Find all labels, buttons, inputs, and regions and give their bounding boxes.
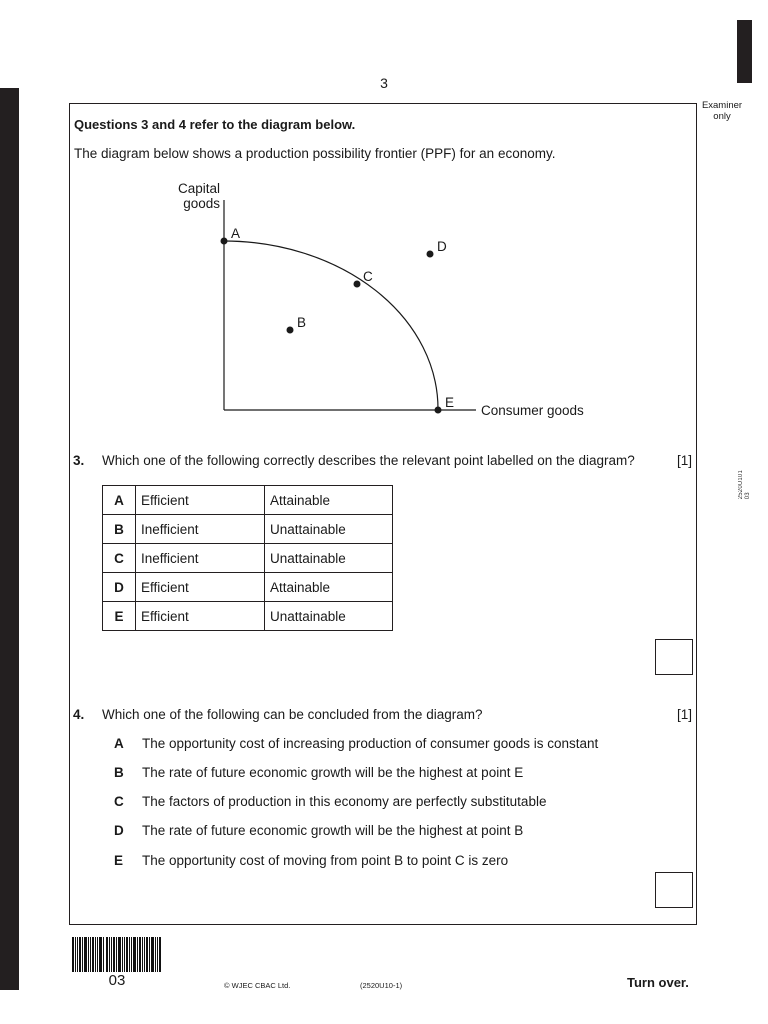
turn-over-label: Turn over. [627,975,689,990]
point-d-label: D [437,239,447,254]
q3-row-attainability: Unattainable [265,602,393,631]
point-a-dot [221,238,228,245]
examiner-only-label [696,100,748,122]
table-row[interactable] [103,544,393,573]
point-b-dot [287,327,294,334]
point-b-label: B [297,315,307,330]
q4-marks: [1] [677,707,693,722]
q4-answer-box[interactable] [655,872,693,908]
x-axis-label: Consumer goods [481,403,584,418]
q3-row-letter: A [103,486,136,515]
q3-row-efficiency: Efficient [136,573,265,602]
q3-row-efficiency: Inefficient [136,515,265,544]
q4-text: Which one of the following can be concluded from the diagram? [102,707,483,722]
q4-option-letter: C [114,794,124,809]
q3-row-attainability: Unattainable [265,515,393,544]
q3-row-attainability: Attainable [265,486,393,515]
side-code-line2: 03 [745,492,751,500]
q3-row-letter: D [103,573,136,602]
q3-answer-box[interactable] [655,639,693,675]
q4-option-letter: B [114,765,124,780]
q3-row-efficiency: Efficient [136,486,265,515]
table-row[interactable] [103,602,393,631]
q4-option-text: The rate of future economic growth will be the highest at point E [142,765,524,780]
q3-row-letter: C [103,544,136,573]
q3-marks: [1] [677,453,693,468]
q3-row-letter: E [103,602,136,631]
q3-options-table [102,485,393,631]
y-axis-label-line1: Capital [177,181,220,196]
paper-reference: (2520U10-1) [360,981,403,990]
q3-row-attainability: Attainable [265,573,393,602]
intro-heading: Questions 3 and 4 refer to the diagram below. [74,117,356,132]
q4-option-text: The opportunity cost of moving from point B to point C is zero [142,853,509,868]
q4-number: 4. [73,707,85,722]
point-a-label: A [231,226,241,241]
q3-row-attainability: Unattainable [265,544,393,573]
q3-text: Which one of the following correctly describes the relevant point labelled on the diagram? [102,453,635,468]
point-e-label: E [445,395,455,410]
q3-row-efficiency: Efficient [136,602,265,631]
page-number: 3 [380,75,388,91]
right-margin-tab [737,20,752,83]
barcode-number: 03 [108,972,126,989]
left-margin-bar [0,88,19,990]
examiner-label-line1: Examiner [701,100,743,111]
q3-row-efficiency: Inefficient [136,544,265,573]
y-axis-label-line2: goods [183,196,220,211]
side-code-line1: 2520U101 [738,470,744,500]
examiner-label-line2: only [713,111,731,122]
q4-option-text: The factors of production in this economy are perfectly substitutable [142,794,547,809]
copyright-text: © WJEC CBAC Ltd. [224,981,291,990]
table-row[interactable] [103,486,393,515]
side-paper-code [738,470,758,499]
point-e-dot [435,407,442,414]
ppf-curve [224,241,438,409]
q4-option-letter: A [114,736,124,751]
point-d-dot [427,251,434,258]
ppf-diagram [160,175,610,435]
q4-option-text: The opportunity cost of increasing production of consumer goods is constant [142,736,599,751]
q3-number: 3. [73,453,85,468]
q3-row-letter: B [103,515,136,544]
point-c-dot [354,281,361,288]
barcode-icon [72,937,162,972]
table-row[interactable] [103,515,393,544]
q4-option-letter: D [114,823,124,838]
point-c-label: C [363,269,373,284]
q4-option-letter: E [114,853,124,868]
intro-text: The diagram below shows a production possibility frontier (PPF) for an economy. [74,146,556,161]
table-row[interactable] [103,573,393,602]
q4-option-text: The rate of future economic growth will be the highest at point B [142,823,524,838]
